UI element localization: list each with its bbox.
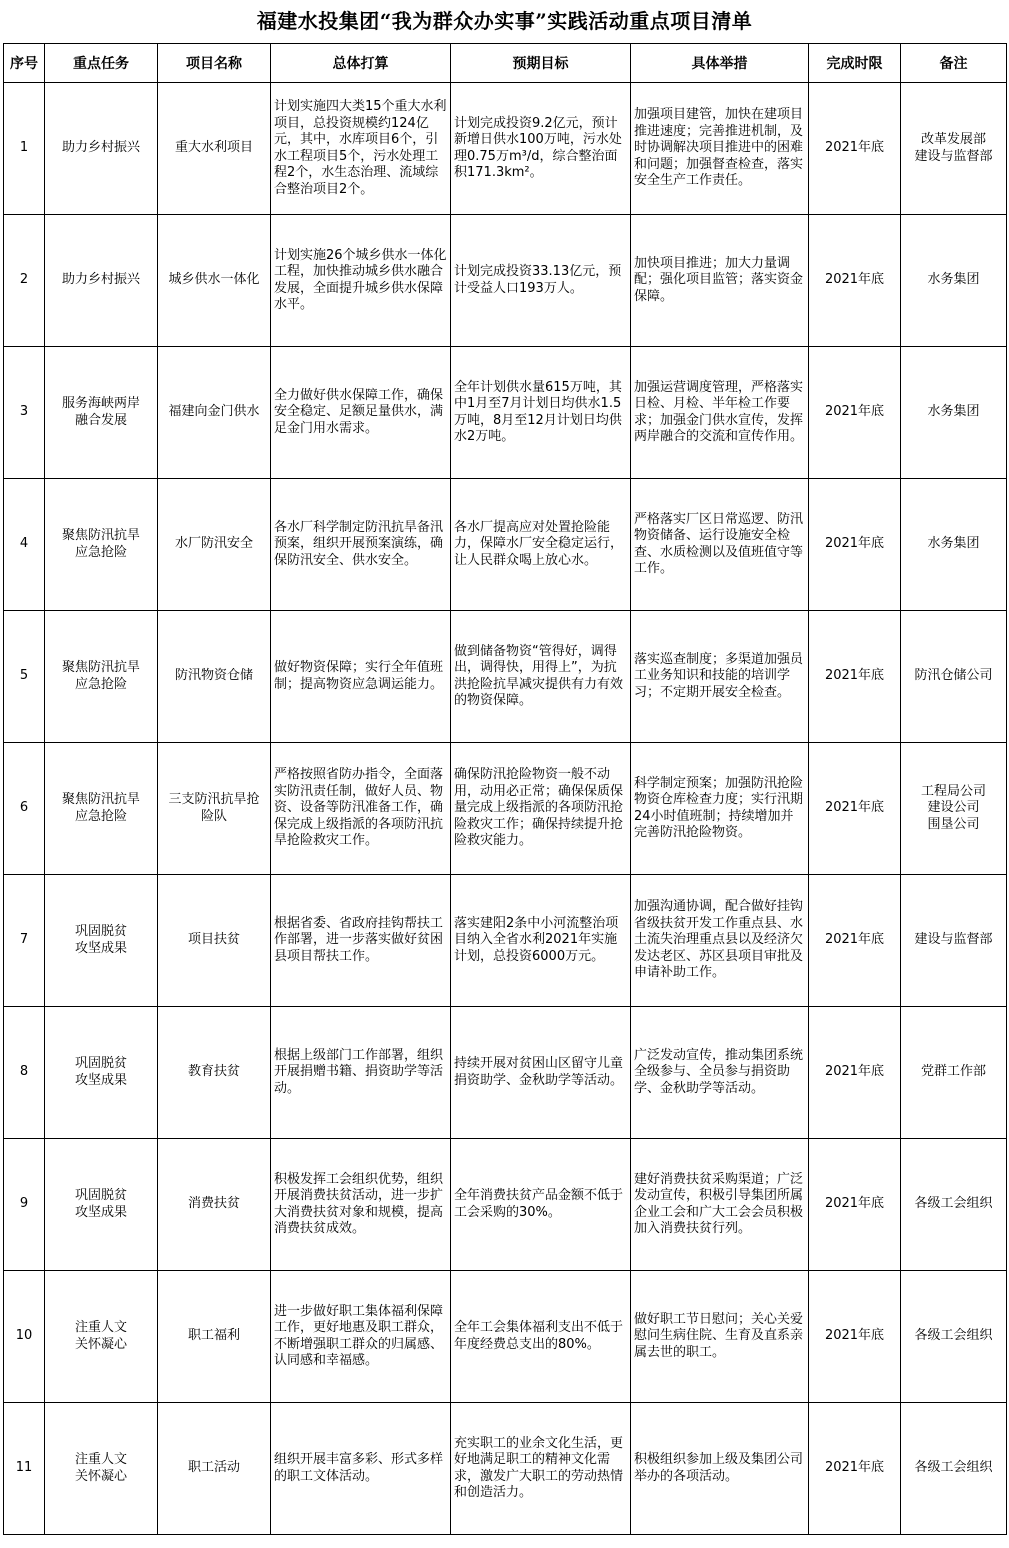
cell-overall-plan: 组织开展丰富多彩、形式多样的职工文体活动。	[271, 1403, 451, 1535]
header-deadline: 完成时限	[809, 44, 901, 83]
cell-deadline: 2021年底	[809, 875, 901, 1007]
cell-specific-measures: 严格落实厂区日常巡逻、防汛物资储备、运行设施安全检查、水质检测以及值班值守等工作。	[631, 479, 809, 611]
cell-deadline: 2021年底	[809, 1007, 901, 1139]
cell-serial-number: 1	[4, 83, 45, 215]
cell-remarks: 改革发展部 建设与监督部	[901, 83, 1007, 215]
cell-key-task: 助力乡村振兴	[45, 215, 158, 347]
cell-project-name: 三支防汛抗旱抢险队	[158, 743, 271, 875]
cell-serial-number: 7	[4, 875, 45, 1007]
cell-overall-plan: 全力做好供水保障工作，确保安全稳定、足额足量供水，满足金门用水需求。	[271, 347, 451, 479]
cell-overall-plan: 计划实施四大类15个重大水利项目，总投资规模约124亿元，其中，水库项目6个，引水工程项目5个，污水处理工程2个，水生态治理、流域综合整治项目2个。	[271, 83, 451, 215]
cell-key-task: 聚焦防汛抗旱 应急抢险	[45, 479, 158, 611]
cell-specific-measures: 做好职工节日慰问；关心关爱慰问生病住院、生育及直系亲属去世的职工。	[631, 1271, 809, 1403]
header-remarks: 备注	[901, 44, 1007, 83]
table-row	[4, 479, 1007, 611]
cell-expected-goal: 确保防汛抢险物资一般不动用，动用必正常；确保保质保量完成上级指派的各项防汛抢险救灾工作；确保持续提升抢险救灾能力。	[451, 743, 631, 875]
cell-project-name: 教育扶贫	[158, 1007, 271, 1139]
cell-project-name: 项目扶贫	[158, 875, 271, 1007]
cell-serial-number: 8	[4, 1007, 45, 1139]
cell-deadline: 2021年底	[809, 215, 901, 347]
cell-serial-number: 5	[4, 611, 45, 743]
cell-project-name: 防汛物资仓储	[158, 611, 271, 743]
cell-remarks: 各级工会组织	[901, 1271, 1007, 1403]
table-row	[4, 1139, 1007, 1271]
cell-overall-plan: 做好物资保障；实行全年值班制；提高物资应急调运能力。	[271, 611, 451, 743]
cell-project-name: 消费扶贫	[158, 1139, 271, 1271]
cell-key-task: 巩固脱贫 攻坚成果	[45, 1139, 158, 1271]
cell-remarks: 水务集团	[901, 215, 1007, 347]
cell-project-name: 水厂防汛安全	[158, 479, 271, 611]
cell-deadline: 2021年底	[809, 1139, 901, 1271]
cell-key-task: 聚焦防汛抗旱 应急抢险	[45, 611, 158, 743]
cell-expected-goal: 计划完成投资33.13亿元，预计受益人口193万人。	[451, 215, 631, 347]
cell-deadline: 2021年底	[809, 1271, 901, 1403]
cell-serial-number: 3	[4, 347, 45, 479]
cell-overall-plan: 根据上级部门工作部署，组织开展捐赠书籍、捐资助学等活动。	[271, 1007, 451, 1139]
cell-expected-goal: 做到储备物资“管得好，调得出，调得快，用得上”，为抗洪抢险抗旱减灾提供有力有效的物资保障。	[451, 611, 631, 743]
cell-expected-goal: 持续开展对贫困山区留守儿童捐资助学、金秋助学等活动。	[451, 1007, 631, 1139]
table-row	[4, 1271, 1007, 1403]
cell-project-name: 职工福利	[158, 1271, 271, 1403]
cell-deadline: 2021年底	[809, 347, 901, 479]
cell-key-task: 聚焦防汛抗旱 应急抢险	[45, 743, 158, 875]
cell-serial-number: 10	[4, 1271, 45, 1403]
cell-expected-goal: 计划完成投资9.2亿元，预计新增日供水100万吨，污水处理0.75万m³/d，综合整治面积171.3km²。	[451, 83, 631, 215]
cell-deadline: 2021年底	[809, 83, 901, 215]
cell-expected-goal: 全年消费扶贫产品金额不低于工会采购的30%。	[451, 1139, 631, 1271]
cell-specific-measures: 积极组织参加上级及集团公司举办的各项活动。	[631, 1403, 809, 1535]
cell-specific-measures: 广泛发动宣传，推动集团系统全级参与、全员参与捐资助学、金秋助学等活动。	[631, 1007, 809, 1139]
cell-remarks: 建设与监督部	[901, 875, 1007, 1007]
cell-deadline: 2021年底	[809, 479, 901, 611]
cell-expected-goal: 落实建阳2条中小河流整治项目纳入全省水利2021年实施计划，总投资6000万元。	[451, 875, 631, 1007]
table-row	[4, 215, 1007, 347]
table-row	[4, 1403, 1007, 1535]
table-row	[4, 611, 1007, 743]
cell-remarks: 工程局公司 建设公司 围垦公司	[901, 743, 1007, 875]
cell-expected-goal: 充实职工的业余文化生活，更好地满足职工的精神文化需求，激发广大职工的劳动热情和创造活力。	[451, 1403, 631, 1535]
cell-remarks: 防汛仓储公司	[901, 611, 1007, 743]
cell-remarks: 水务集团	[901, 347, 1007, 479]
header-specific-measures: 具体举措	[631, 44, 809, 83]
page-title: 福建水投集团“我为群众办实事”实践活动重点项目清单	[256, 9, 753, 33]
cell-serial-number: 6	[4, 743, 45, 875]
cell-serial-number: 4	[4, 479, 45, 611]
table-row	[4, 1007, 1007, 1139]
table-header-row	[4, 44, 1007, 83]
header-overall-plan: 总体打算	[271, 44, 451, 83]
header-serial-number: 序号	[4, 44, 45, 83]
cell-key-task: 注重人文 关怀凝心	[45, 1403, 158, 1535]
cell-specific-measures: 科学制定预案；加强防汛抢险物资仓库检查力度；实行汛期24小时值班制；持续增加并完善防汛抢险物资。	[631, 743, 809, 875]
cell-specific-measures: 加强运营调度管理，严格落实日检、月检、半年检工作要求；加强金门供水宣传，发挥两岸融合的交流和宣传作用。	[631, 347, 809, 479]
cell-remarks: 各级工会组织	[901, 1139, 1007, 1271]
project-list-table	[3, 43, 1007, 1535]
cell-key-task: 服务海峡两岸 融合发展	[45, 347, 158, 479]
cell-specific-measures: 加快项目推进；加大力量调配；强化项目监管；落实资金保障。	[631, 215, 809, 347]
cell-key-task: 注重人文 关怀凝心	[45, 1271, 158, 1403]
cell-project-name: 城乡供水一体化	[158, 215, 271, 347]
cell-specific-measures: 加强沟通协调，配合做好挂钩省级扶贫开发工作重点县、水土流失治理重点县以及经济欠发达老区、苏区县项目审批及申请补助工作。	[631, 875, 809, 1007]
table-row	[4, 875, 1007, 1007]
header-project-name: 项目名称	[158, 44, 271, 83]
cell-overall-plan: 进一步做好职工集体福利保障工作，更好地惠及职工群众，不断增强职工群众的归属感、认同感和幸福感。	[271, 1271, 451, 1403]
cell-remarks: 各级工会组织	[901, 1403, 1007, 1535]
cell-expected-goal: 各水厂提高应对处置抢险能力，保障水厂安全稳定运行，让人民群众喝上放心水。	[451, 479, 631, 611]
cell-serial-number: 2	[4, 215, 45, 347]
cell-serial-number: 11	[4, 1403, 45, 1535]
table-row	[4, 83, 1007, 215]
table-row	[4, 347, 1007, 479]
cell-overall-plan: 积极发挥工会组织优势，组织开展消费扶贫活动，进一步扩大消费扶贫对象和规模，提高消费扶贫成效。	[271, 1139, 451, 1271]
cell-serial-number: 9	[4, 1139, 45, 1271]
cell-overall-plan: 各水厂科学制定防汛抗旱备汛预案，组织开展预案演练，确保防汛安全、供水安全。	[271, 479, 451, 611]
cell-specific-measures: 落实巡查制度；多渠道加强员工业务知识和技能的培训学习；不定期开展安全检查。	[631, 611, 809, 743]
cell-overall-plan: 严格按照省防办指令，全面落实防汛责任制，做好人员、物资、设备等防汛准备工作，确保完成上级指派的各项防汛抗旱抢险救灾工作。	[271, 743, 451, 875]
cell-expected-goal: 全年工会集体福利支出不低于年度经费总支出的80%。	[451, 1271, 631, 1403]
cell-key-task: 巩固脱贫 攻坚成果	[45, 1007, 158, 1139]
table-row	[4, 743, 1007, 875]
header-key-task: 重点任务	[45, 44, 158, 83]
cell-key-task: 巩固脱贫 攻坚成果	[45, 875, 158, 1007]
cell-expected-goal: 全年计划供水量615万吨，其中1月至7月计划日均供水1.5万吨，8月至12月计划日均供水2万吨。	[451, 347, 631, 479]
cell-project-name: 重大水利项目	[158, 83, 271, 215]
cell-deadline: 2021年底	[809, 1403, 901, 1535]
cell-overall-plan: 计划实施26个城乡供水一体化工程，加快推动城乡供水融合发展，全面提升城乡供水保障水平。	[271, 215, 451, 347]
cell-specific-measures: 建好消费扶贫采购渠道；广泛发动宣传，积极引导集团所属企业工会和广大工会会员积极加入消费扶贫行列。	[631, 1139, 809, 1271]
cell-project-name: 福建向金门供水	[158, 347, 271, 479]
header-expected-goal: 预期目标	[451, 44, 631, 83]
cell-remarks: 水务集团	[901, 479, 1007, 611]
cell-deadline: 2021年底	[809, 743, 901, 875]
cell-overall-plan: 根据省委、省政府挂钩帮扶工作部署，进一步落实做好贫困县项目帮扶工作。	[271, 875, 451, 1007]
cell-specific-measures: 加强项目建管，加快在建项目推进速度；完善推进机制，及时协调解决项目推进中的困难和问题；加强督查检查，落实安全生产工作责任。	[631, 83, 809, 215]
cell-key-task: 助力乡村振兴	[45, 83, 158, 215]
cell-project-name: 职工活动	[158, 1403, 271, 1535]
cell-remarks: 党群工作部	[901, 1007, 1007, 1139]
cell-deadline: 2021年底	[809, 611, 901, 743]
